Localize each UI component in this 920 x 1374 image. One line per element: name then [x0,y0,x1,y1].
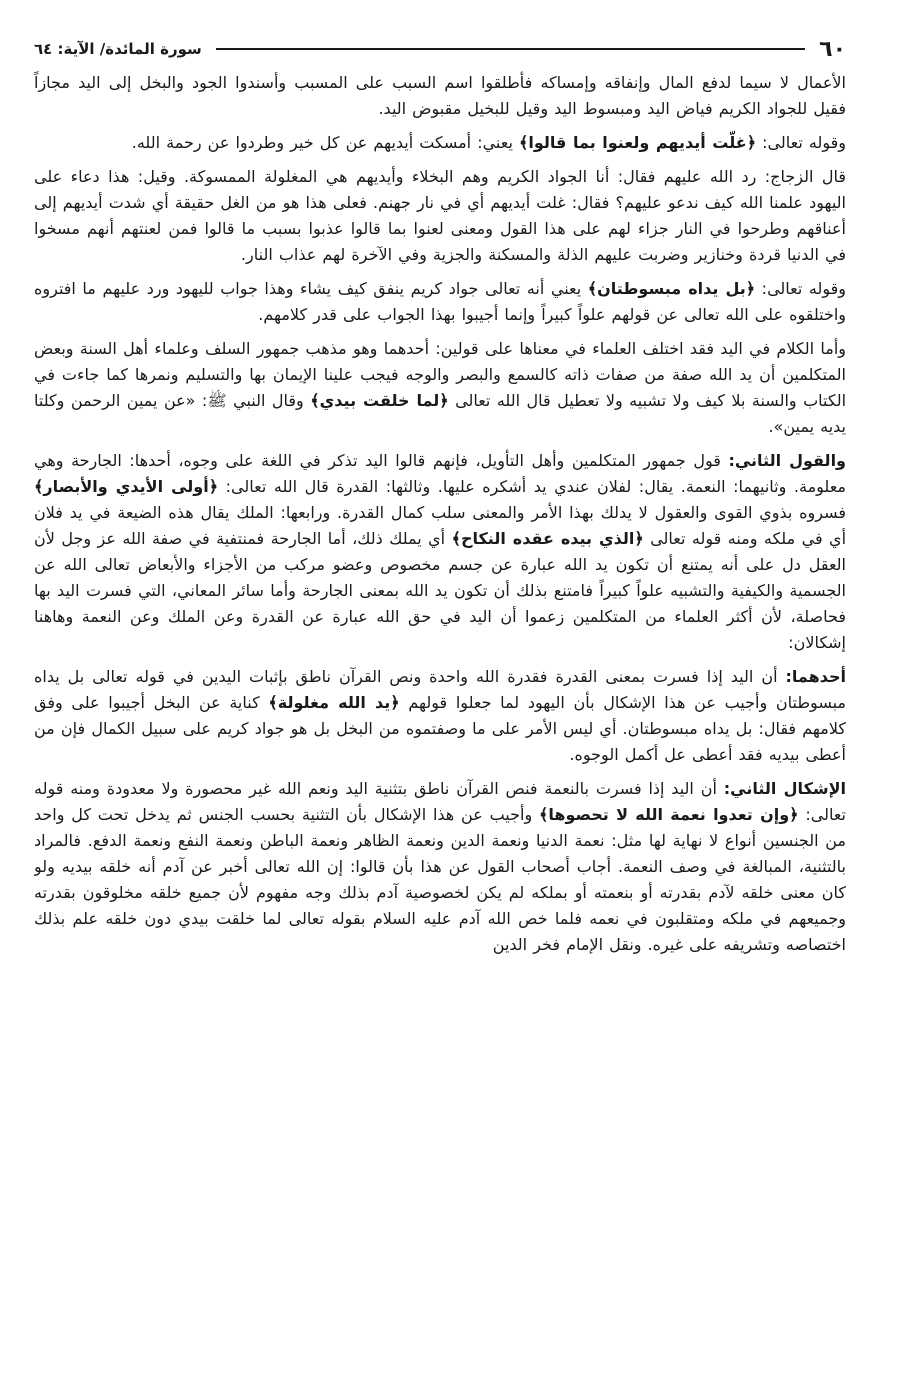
page-number: ٦٠ [819,36,846,62]
text-segment: وقوله تعالى: [756,133,846,152]
paragraph [34,448,846,656]
text-segment: أي يملك ذلك، أما الجارحة فمنتفية في صفة الله عز وجل لأن العقل دل على أنه يمتنع أن تكون يد الله عبارة عن جسم مخصوص وعضو مركب من الأجزاء والأبعاض تعالى الله عن الجسمية والكيفية والتشبيه علواً كبيراً فامتنع بذلك أن تكون يد الله بمعنى الجارحة وأما سائر المعاني، التي فسرت اليد بها فحاصلة، لأن أكثر العلماء من المتكلمين زعموا أن اليد في حق الله عبارة عن القدرة وعن الملك وعن النعمة وهاهنا إشكالان: [34,529,846,652]
body-text [34,70,846,958]
section-label: أحدهما: [785,667,846,686]
quran-quote: ﴿غلّت أيديهم ولعنوا بما قالوا﴾ [519,133,757,152]
text-segment: أن اليد إذا فسرت بمعنى القدرة فقدرة الله واحدة ونص القرآن ناطق بإثبات اليدين في قوله تعالى بل يداه مبسوطتان وأجيب عن هذا الإشكال بأن اليهود لما جعلوا قولهم [34,667,846,712]
text-segment: قول جمهور المتكلمين وأهل التأويل، فإنهم قالوا اليد تذكر في اللغة على وجوه، أحدها: الجارحة وهي معلومة. وثانيهما: النعمة. يقال: لفلان عندي يد أشكره عليها. وثالثها: القدرة قال الله تعالى: [34,451,846,496]
paragraph [34,664,846,768]
quran-quote: ﴿بل يداه مبسوطتان﴾ [587,279,756,298]
chapter-title: سورة المائدة/ الآية: ٦٤ [34,40,202,58]
text-segment: وقال النبي ﷺ: «عن يمين الرحمن وكلتا يديه يمين». [34,391,846,436]
text-segment: كناية عن البخل أجيبوا على وفق كلامهم فقال: بل يداه مبسوطتان. أي ليس الأمر على ما وصفتموه من البخل بل هو جواد كريم على سبيل الكمال فإن من أعطى بيديه فقد أعطى عل أكمل الوجوه. [34,693,846,764]
text-segment: وأما الكلام في اليد فقد اختلف العلماء في معناها على قولين: أحدهما وهو مذهب جمهور السلف وعلماء أهل السنة وبعض المتكلمين أن يد الله صفة من صفات ذاته كالسمع والبصر والوجه فيجب علينا الإيمان بها والتسليم ونمرها كما جاءت في الكتاب والسنة بلا كيف ولا تشبيه ولا تعطيل قال الله تعالى [34,339,846,410]
quran-quote: ﴿الذي بيده عقده النكاح﴾ [451,529,644,548]
header-rule [216,48,805,50]
text-segment: وأجيب عن هذا الإشكال بأن التثنية بحسب الجنس ثم يدخل تحت كل واحد من الجنسين أنواع لا نهاية لها مثل: نعمة الدنيا ونعمة الدين ونعمة الظاهر ونعمة الباطن ونعمة النفع ونعمة الدفع. فالمراد بالتثنية، المبالغة في وصف النعمة. أجاب أصحاب القول عن هذا بأن قالوا: إن الله تعالى أخبر عن آدم أنه خلقه بيديه ولو كان معنى خلقه لآدم بقدرته أو بنعمته أو بملكه لم يكن لخصوصية آدم بذلك وجه مفهوم لأن جميع خلقه مخلوقون بقدرته وجميعهم في ملكه ومتقلبون في نعمه فلما خص الله آدم عليه السلام بقوله تعالى لما خلقت بيدي دون خلقه علم بذلك اختصاصه وتشريفه على غيره. ونقل الإمام فخر الدين [34,805,846,954]
running-header [34,34,846,64]
text-segment: يعني: أمسكت أيديهم عن كل خير وطردوا عن رحمة الله. [131,133,520,152]
paragraph [34,776,846,958]
text-segment: الأعمال لا سيما لدفع المال وإنفاقه وإمساكه فأطلقوا اسم السبب على المسبب وأسندوا الجود والبخل إلى اليد مجازاً فقيل للجواد الكريم فياض اليد ومبسوط اليد وقيل للبخيل مقبوض اليد. [34,73,846,118]
quran-quote: ﴿يد الله مغلولة﴾ [268,693,400,712]
text-segment: يعني أنه تعالى جواد كريم ينفق كيف يشاء وهذا جواب لليهود ورد عليهم ما افتروه واختلقوه على الله تعالى عن قولهم علواً كبيراً وإنما أجيبوا بهذا الجواب على قدر كلامهم. [34,279,846,324]
paragraph [34,276,846,328]
book-page [34,34,846,1334]
text-segment: قال الزجاج: رد الله عليهم فقال: أنا الجواد الكريم وهم البخلاء وأيديهم هي المغلولة الممسوكة. وقيل: هذا دعاء على اليهود علمنا الله كيف ندعو عليهم؟ فقال: غلت أيديهم أي في نار جهنم. فعلى هذا هو من الغل حقيقة أي شدت أيديهم إلى أعناقهم وطرحوا في النار جزاء لهم على هذا القول ومعنى لعنوا بما قالوا عذبوا بسبب ما قالوا فمن لعنتهم أنهم مسخوا في الدنيا قردة وخنازير وضربت عليهم الذلة والمسكنة والجزية وفي الآخرة لهم عذاب النار. [34,167,846,264]
paragraph [34,130,846,156]
section-label: والقول الثاني: [728,451,846,470]
quran-quote: ﴿أولى الأيدي والأبصار﴾ [34,477,219,496]
text-segment: فسروه بذوي القوى والعقول لا يدلك بهذا الأمر والمعنى سلب كمال القدرة. ورابعها: الملك يقال هذه الضيعة في يد فلان أي في ملكه ومنه قوله تعالى [34,503,846,548]
section-label: الإشكال الثاني: [723,779,846,798]
paragraph [34,336,846,440]
text-segment: وقوله تعالى: [755,279,846,298]
quran-quote: ﴿لما خلقت بيدي﴾ [310,391,449,410]
quran-quote: ﴿وإن تعدوا نعمة الله لا تحصوها﴾ [538,805,799,824]
paragraph [34,164,846,268]
text-segment: أن اليد إذا فسرت بالنعمة فنص القرآن ناطق بتثنية اليد ونعم الله غير محصورة ولا معدودة ومنه قوله تعالى: [34,779,846,824]
paragraph [34,70,846,122]
